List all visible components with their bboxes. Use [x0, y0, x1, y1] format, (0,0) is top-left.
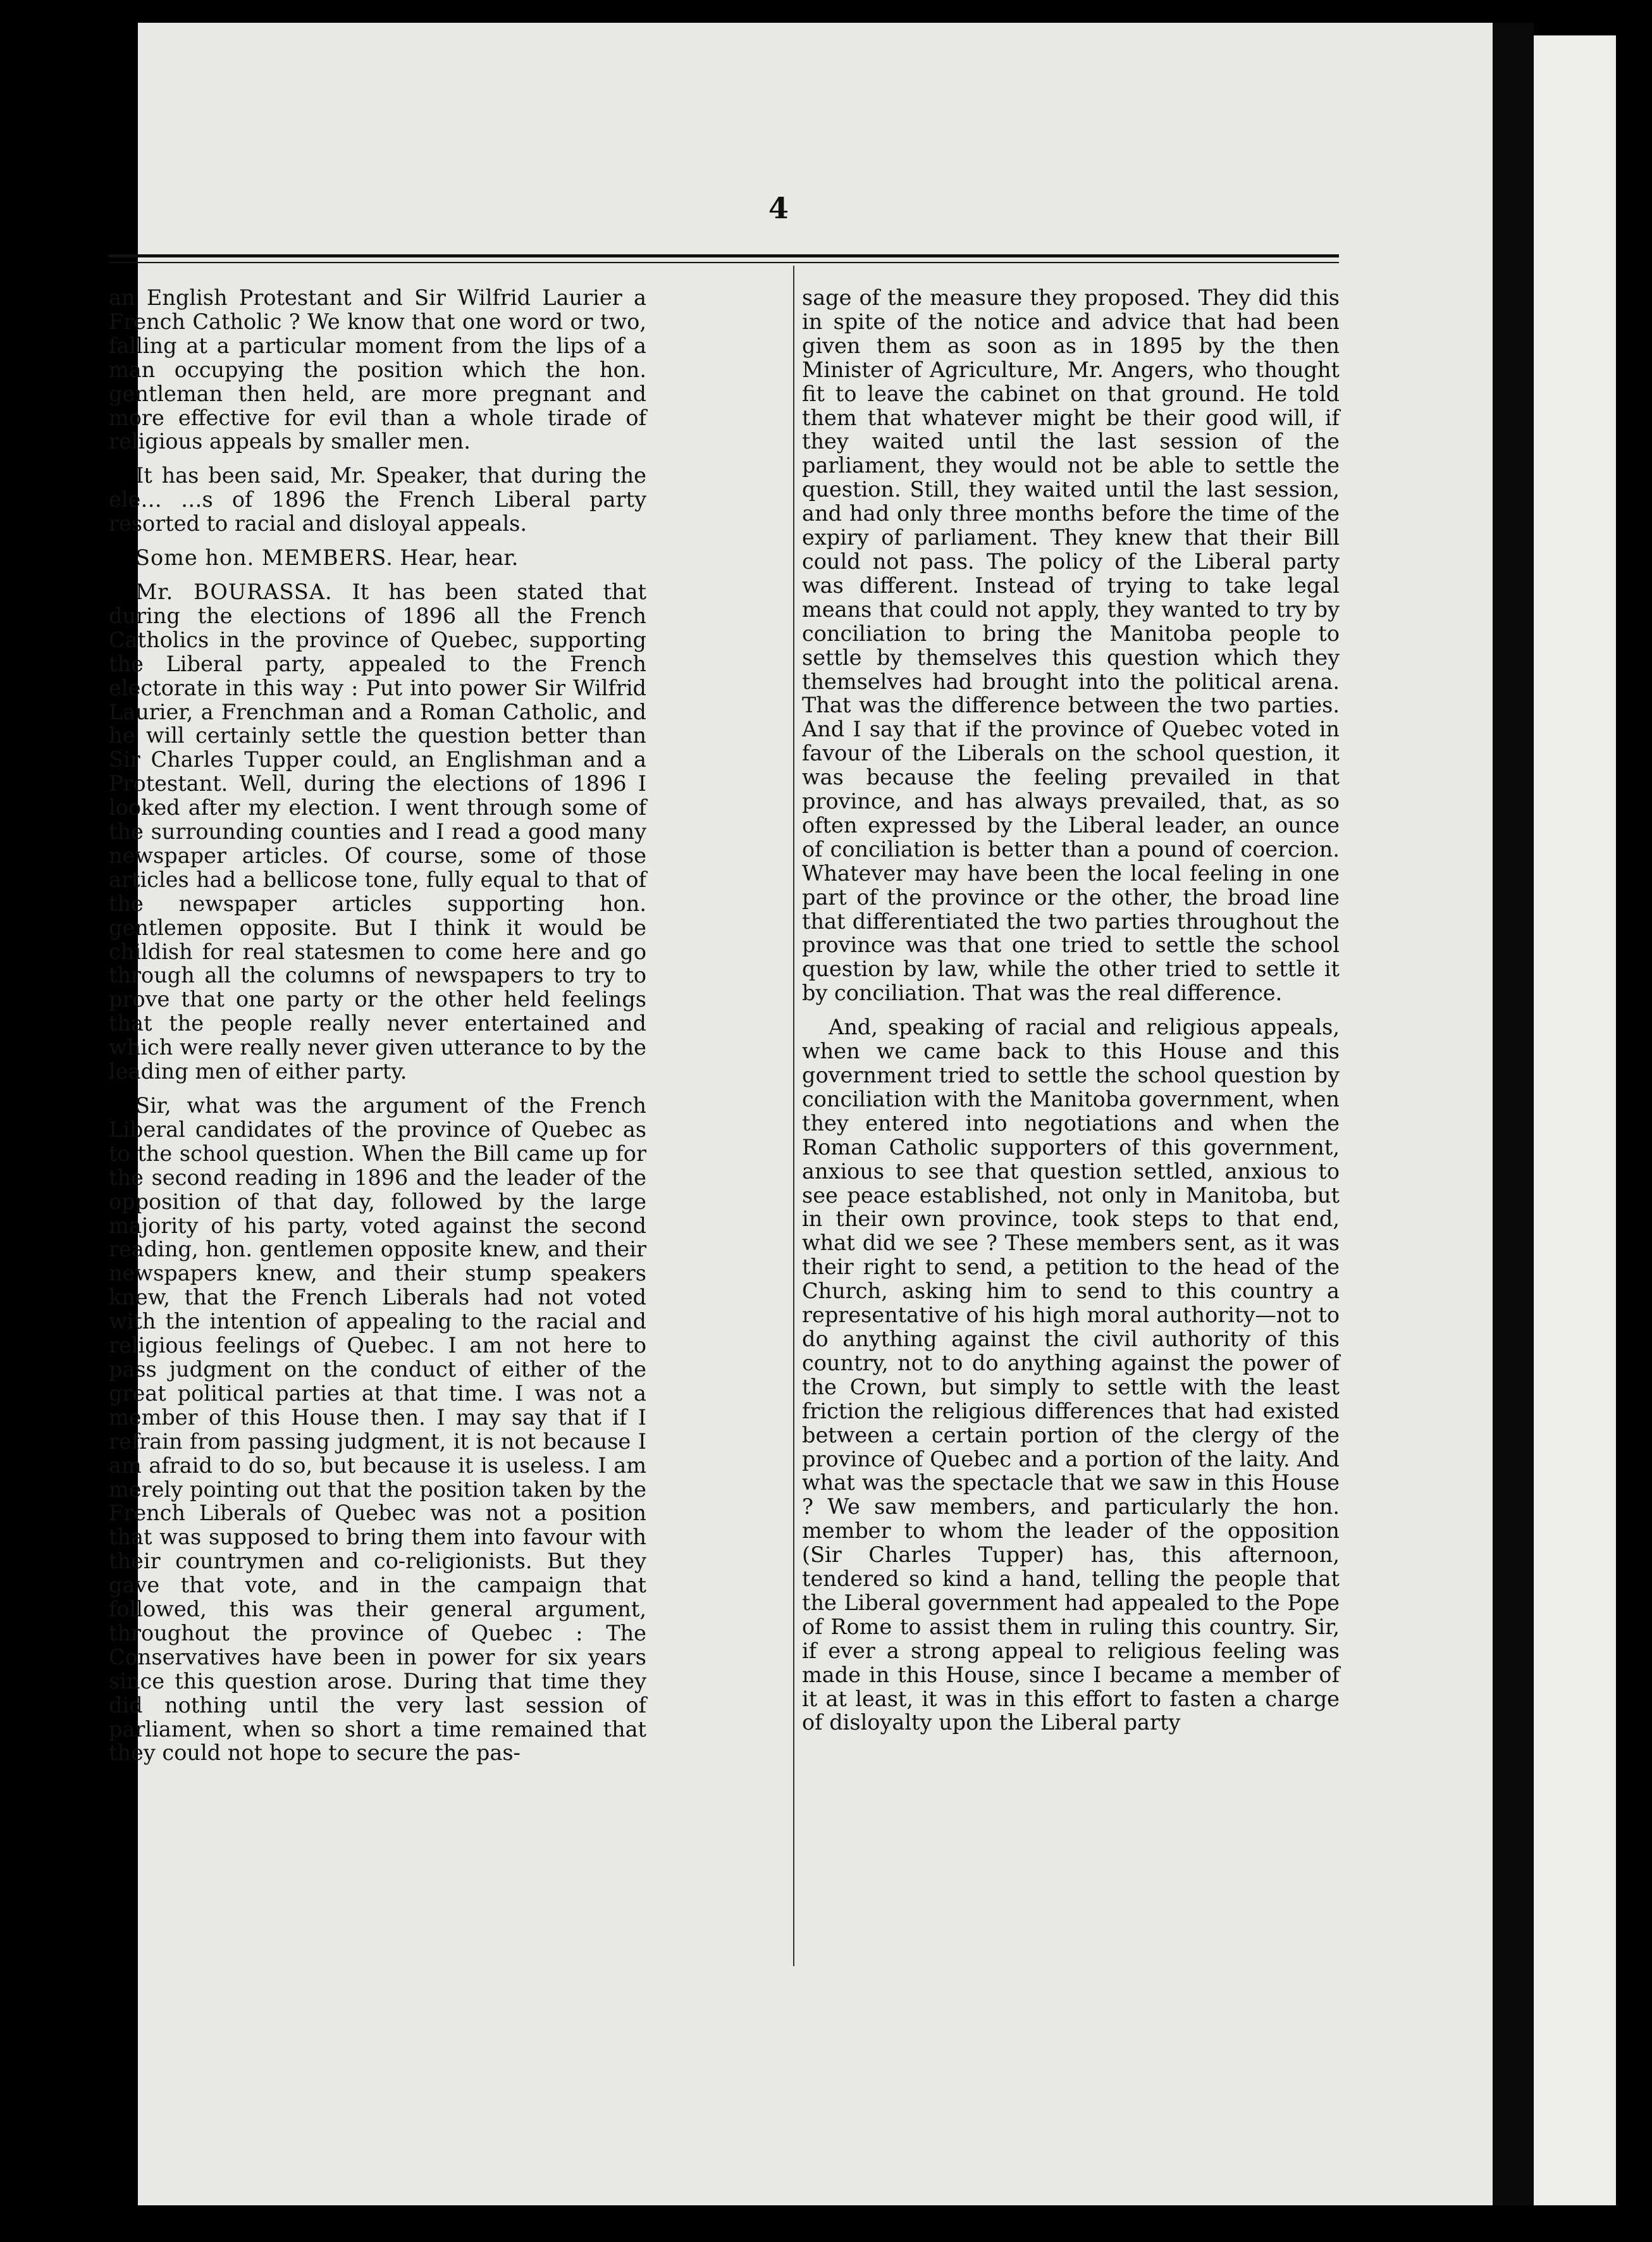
- speech-text: Hear, hear.: [400, 545, 519, 571]
- paragraph: And, speaking of racial and religious appeals, when we came back to this House and this government tried to settle the school question by conciliation with the Manitoba government, when they entered into negotiations and when the Roman Catholic supporters of this government, anxious to see that question settled, anxious to see peace established, not only in Manitoba, but in their own province, took steps to that end, what did we see ? These members sent, as it was their right to send, a petition to the head of the Church, asking him to send to this country a representative of his high moral authority—not to do anything against the civil authority of this country, not to do anything against the power of the Crown, but simply to settle with the least friction the religious differences that had existed between a certain portion of the clergy of the province of Quebec and a portion of the laity. And what was the spectacle that we saw in this House ? We saw members, and particularly the hon. member to whom the leader of the opposition (Sir Charles Tupper) has, this afternoon, tendered so kind a hand, telling the people that the Liberal government had appealed to the Pope of Rome to assist them in ruling this country. Sir, if ever a strong appeal to religious feeling was made in this House, since I became a member of it at least, it was in this effort to fasten a charge of disloyalty upon the Liberal party: [802, 1015, 1340, 1735]
- column-divider: [793, 266, 794, 1966]
- header-rule-thin: [109, 262, 1339, 263]
- paragraph: an English Protestant and Sir Wilfrid Laurier a French Catholic ? We know that one word or two, falling at a particular moment from the lips of a man occupying the position which the hon. gentleman then held, are more pregnant and more effective for evil than a whole tirade of religious appeals by smaller men.: [109, 285, 646, 454]
- left-column: [109, 286, 646, 1765]
- right-column: [802, 286, 1340, 1735]
- speaker-name: Some hon. MEMBERS.: [135, 545, 393, 571]
- paragraph: [109, 546, 646, 570]
- paragraph: It has been said, Mr. Speaker, that during the ele… …s of 1896 the French Liberal party resorted to racial and disloyal appeals.: [109, 463, 646, 536]
- paragraph: sage of the measure they proposed. They did this in spite of the notice and advice that had been given them as soon as in 1895 by the then Minister of Agriculture, Mr. Angers, who thought fit to leave the cabinet on that ground. He told them that whatever might be their good will, if they waited until the last session of the parliament, they would not be able to settle the question. Still, they waited until the last session, and had only three months before the time of the expiry of parliament. They knew that their Bill could not pass. The policy of the Liberal party was different. Instead of trying to take legal means that could not apply, they wanted to try by conciliation to bring the Manitoba people to settle by themselves this question which they themselves had brought into the political arena. That was the difference between the two parties. And I say that if the province of Quebec voted in favour of the Liberals on the school question, it was because the feeling prevailed in that province, and has always prevailed, that, as so often expressed by the Liberal leader, an ounce of conciliation is better than a pound of coercion. Whatever may have been the local feeling in one part of the province or the other, the broad line that differentiated the two parties throughout the province was that one tried to settle the school question by law, while the other tried to settle it by conciliation. That was the real difference.: [802, 285, 1340, 1006]
- header-rule-thick: [109, 254, 1339, 257]
- adjacent-page-edge: [1534, 35, 1616, 2205]
- speech-text: It has been stated that during the elections of 1896 all the French Catholics in the province of Quebec, supporting the Liberal party, appealed to the French electorate in this way : Put into power Sir Wilfrid Laurier, a Frenchman and a Roman Catholic, and he will certainly settle the question better than Sir Charles Tupper could, an Englishman and a Protestant. Well, during the elections of 1896 I looked after my election. I went through some of the surrounding counties and I read a good many newspaper articles. Of course, some of those articles had a bellicose tone, fully equal to that of the newspaper articles supporting hon. gentlemen opposite. But I think it would be childish for real statesmen to come here and go through all the columns of newspapers to try to prove that one party or the other held feelings that the people really never entertained and which were really never given utterance to by the leading men of either party.: [109, 579, 647, 1084]
- speaker-name: Mr. BOURASSA.: [135, 579, 333, 604]
- scan-edge-shadow: [1493, 23, 1534, 2205]
- paragraph: Sir, what was the argument of the French Liberal candidates of the province of Quebec as to the school question. When the Bill came up for the second reading in 1896 and the leader of the opposition of that day, followed by the large majority of his party, voted against the second reading, hon. gentlemen opposite knew, and their newspapers knew, and their stump speakers knew, that the French Liberals had not voted with the intention of appealing to the racial and religious feelings of Quebec. I am not here to pass judgment on the conduct of either of the great political parties at that time. I was not a member of this House then. I may say that if I refrain from passing judgment, it is not because I am afraid to do so, but because it is useless. I am merely pointing out that the position taken by the French Liberals of Quebec was not a position that was supposed to bring them into favour with their countrymen and co-religionists. But they gave that vote, and in the campaign that followed, this was their general argument, throughout the province of Quebec : The Conservatives have been in power for six years since this question arose. During that time they did nothing until the very last session of parliament, when so short a time remained that they could not hope to secure the pas-: [109, 1093, 646, 1766]
- page-number: 4: [768, 191, 789, 225]
- paragraph: [109, 580, 646, 1084]
